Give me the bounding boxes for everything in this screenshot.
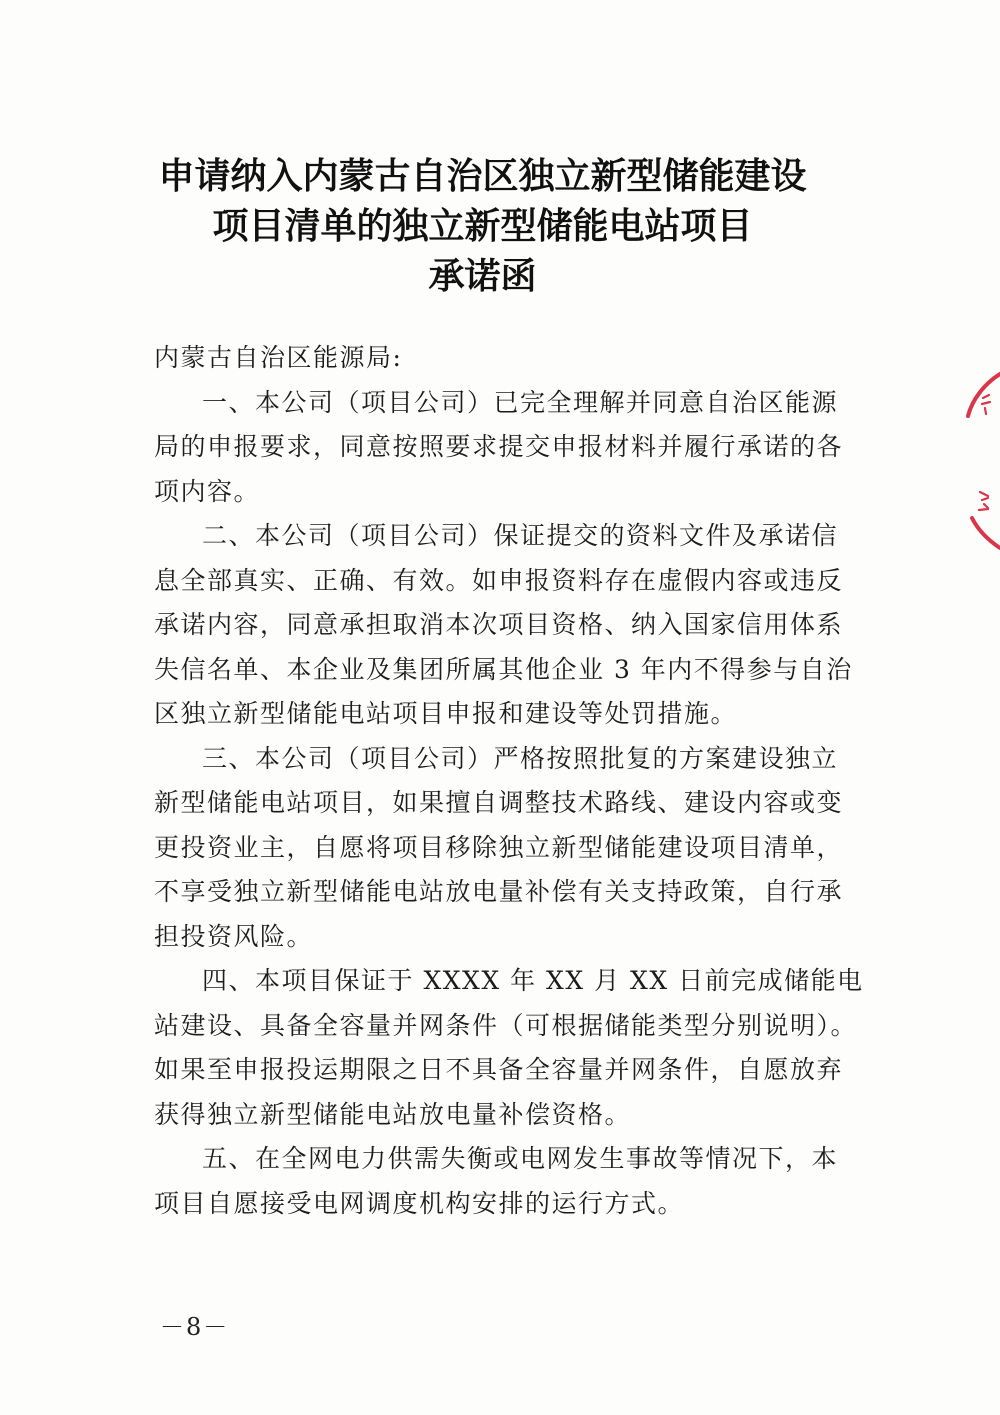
paragraph-line: 局的申报要求，同意按照要求提交申报材料并履行承诺的各 xyxy=(154,432,844,461)
paragraph-line: 不享受独立新型储能电站放电量补偿有关支持政策，自行承 xyxy=(154,877,844,906)
paragraph-4 xyxy=(154,959,864,1137)
document-body xyxy=(154,336,864,1226)
seal-stamp-fragment xyxy=(966,372,1000,552)
paragraph-line: 更投资业主，自愿将项目移除独立新型储能建设项目清单， xyxy=(154,832,844,862)
paragraph-3 xyxy=(154,737,844,960)
paragraph-line: 承诺内容，同意承担取消本次项目资格、纳入国家信用体系 xyxy=(154,610,844,639)
title-line: 申请纳入内蒙古自治区独立新型储能建设 xyxy=(158,156,807,197)
paragraph-line: 四、本项目保证于 XXXX 年 XX 月 XX 日前完成储能电 xyxy=(202,966,864,995)
title-line: 项目清单的独立新型储能电站项目 xyxy=(212,206,753,247)
paragraph-2 xyxy=(154,514,853,737)
document-title xyxy=(0,152,965,302)
page-number: －8－ xyxy=(160,1313,230,1341)
paragraph-line: 二、本公司（项目公司）保证提交的资料文件及承诺信 xyxy=(202,521,839,550)
paragraph-line: 三、本公司（项目公司）严格按照批复的方案建设独立 xyxy=(202,743,839,773)
paragraph-line: 五、在全网电力供需失衡或电网发生事故等情况下，本 xyxy=(202,1144,839,1173)
seal-stamp-icon xyxy=(966,372,1000,552)
paragraph-1 xyxy=(154,381,844,515)
paragraph-5 xyxy=(154,1137,839,1226)
paragraph-line: 区独立新型储能电站项目申报和建设等处罚措施。 xyxy=(154,699,738,728)
paragraph-line: 项内容。 xyxy=(154,476,261,506)
title-line: 承诺函 xyxy=(428,256,537,297)
paragraph-line: 获得独立新型储能电站放电量补偿资格。 xyxy=(154,1099,632,1129)
paragraph-line: 站建设、具备全容量并网条件（可根据储能类型分别说明）。 xyxy=(154,1010,858,1040)
paragraph-line: 新型储能电站项目，如果擅自调整技术路线、建设内容或变 xyxy=(154,788,844,817)
paragraph-line: 项目自愿接受电网调度机构安排的运行方式。 xyxy=(154,1188,685,1218)
salutation: 内蒙古自治区能源局: xyxy=(154,343,403,372)
paragraph-line: 失信名单、本企业及集团所属其他企业 3 年内不得参与自治 xyxy=(154,654,853,684)
paragraph-line: 担投资风险。 xyxy=(154,921,314,951)
paragraph-line: 息全部真实、正确、有效。如申报资料存在虚假内容或违反 xyxy=(154,565,844,595)
paragraph-line: 一、本公司（项目公司）已完全理解并同意自治区能源 xyxy=(202,387,839,417)
paragraph-line: 如果至申报投运期限之日不具备全容量并网条件，自愿放弃 xyxy=(154,1055,844,1084)
